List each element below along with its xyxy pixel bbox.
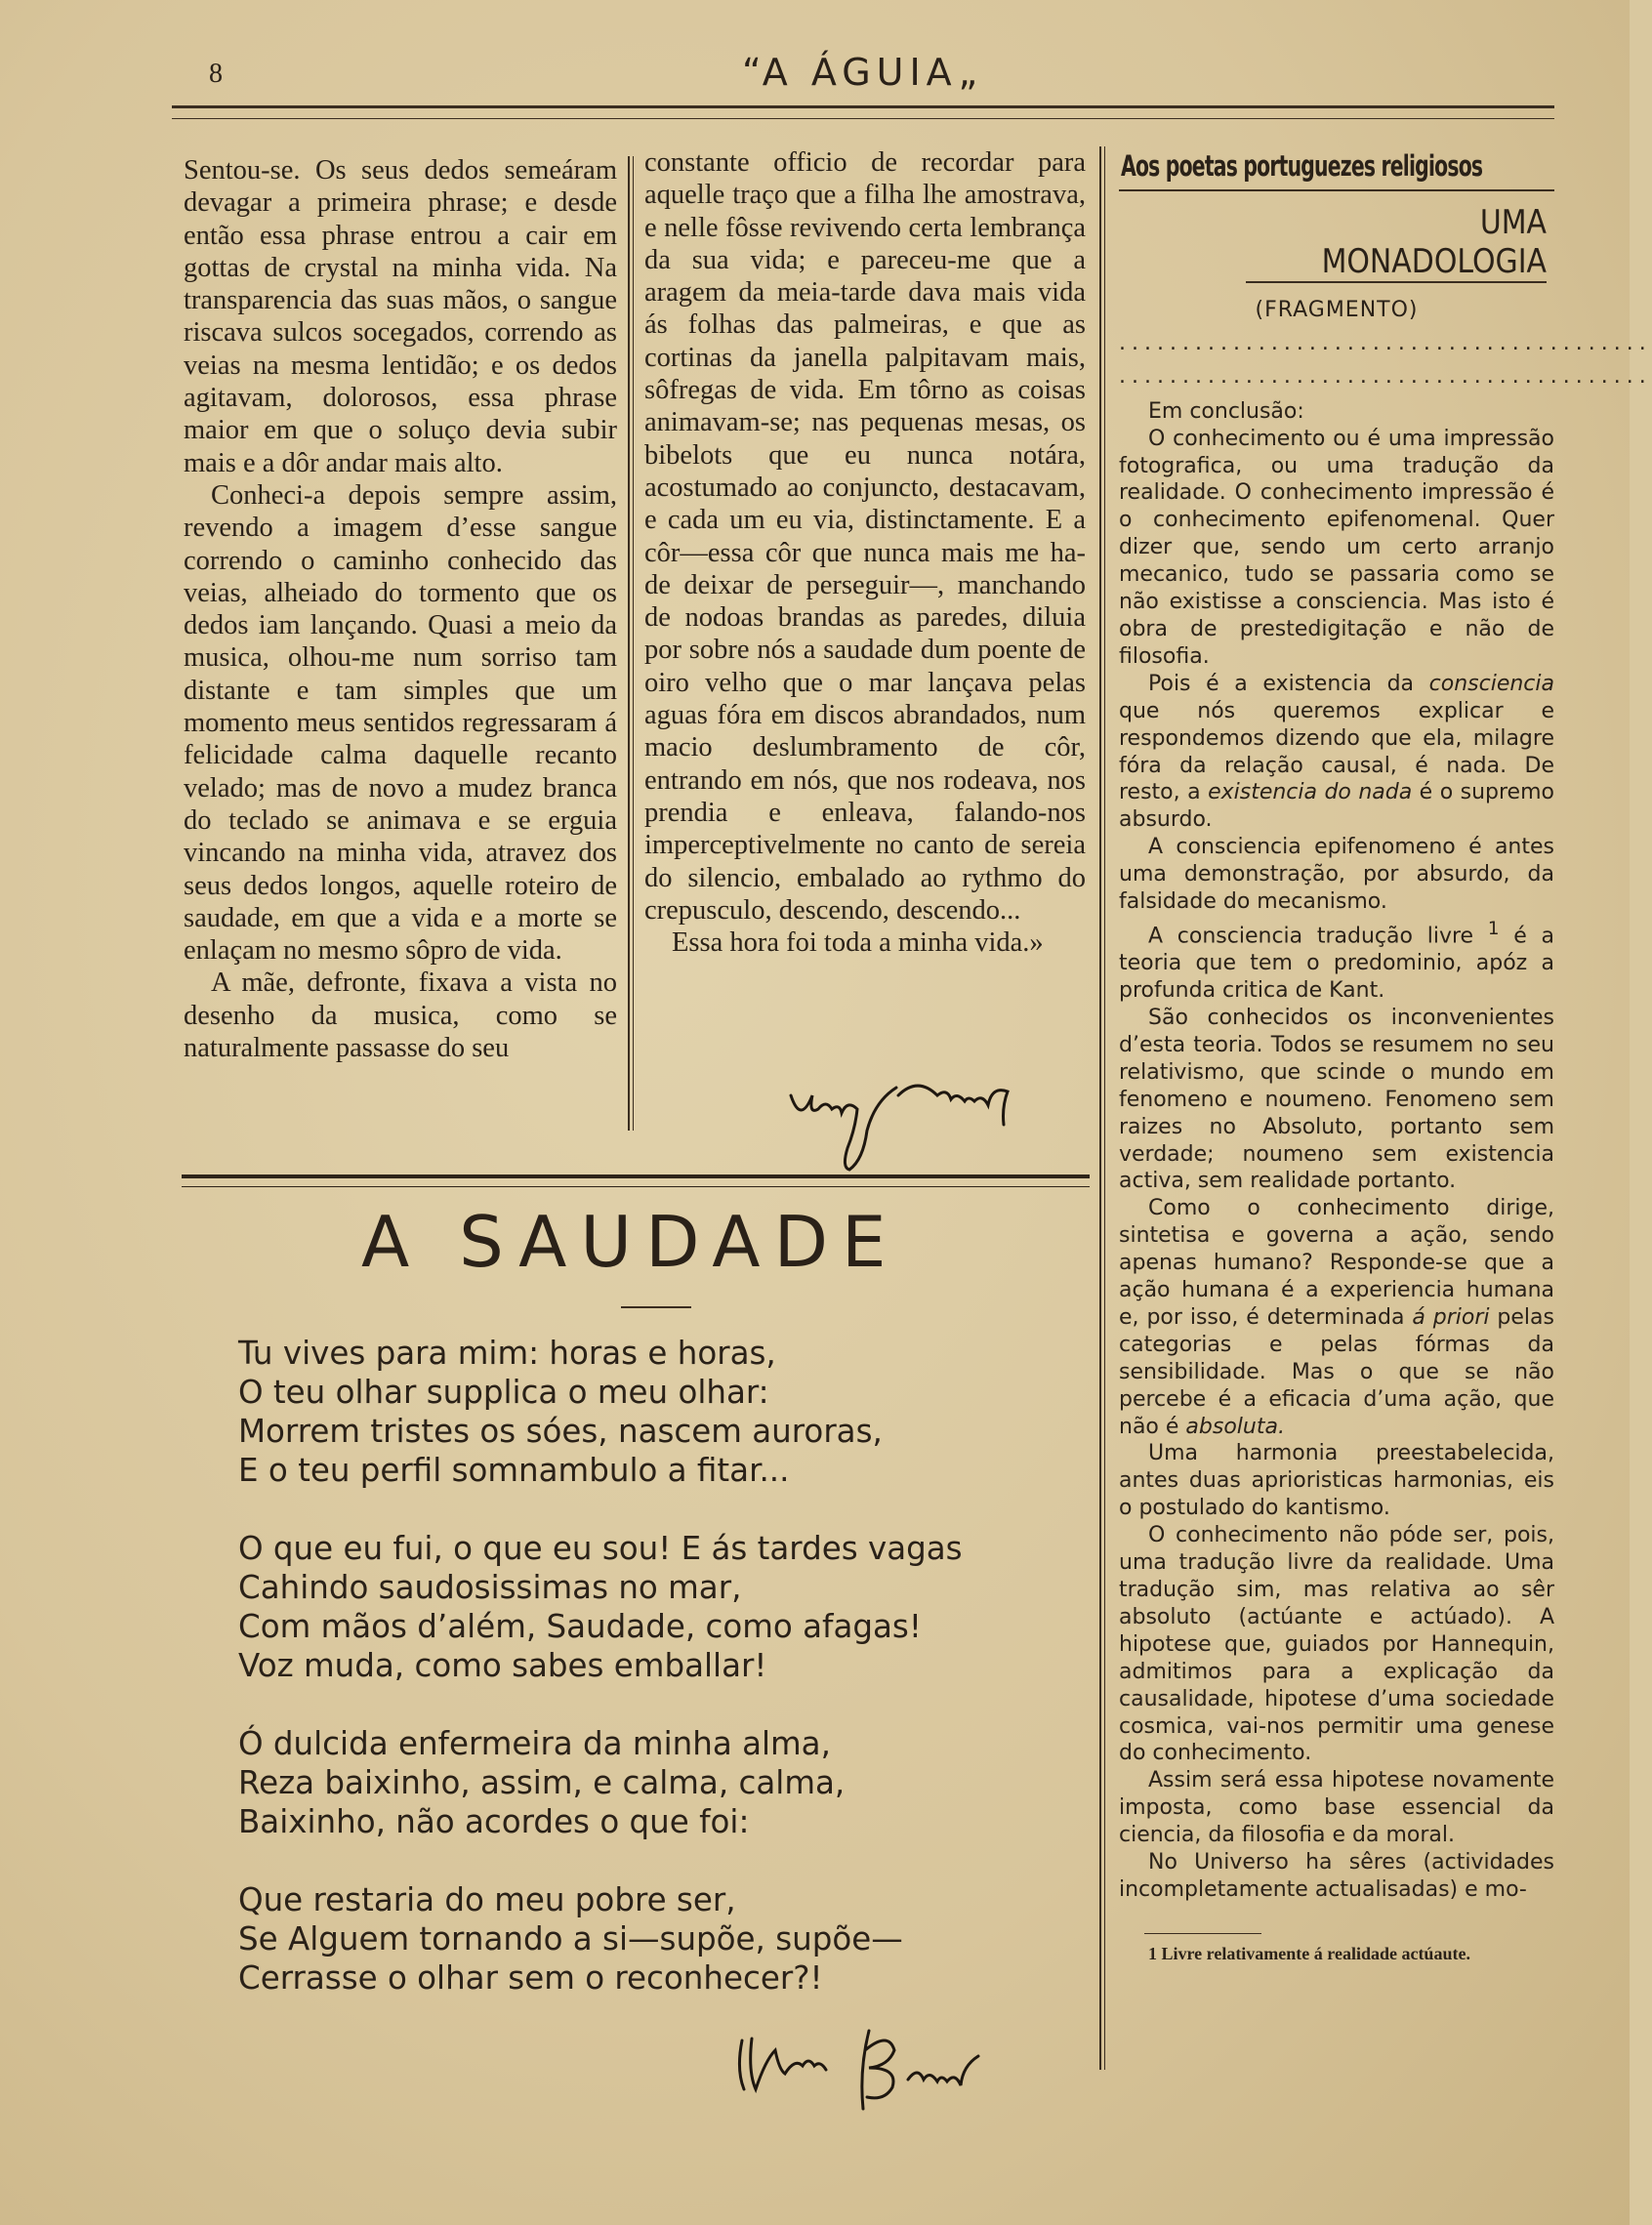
verse-line: Cahindo saudosissimas no mar,	[238, 1569, 742, 1606]
text-run: A consciencia tradução livre	[1148, 924, 1488, 949]
text-run: é a teoria que tem o predominio, apóz a profunda critica de Kant.	[1119, 924, 1554, 1004]
footnote-number: 1	[1148, 1943, 1157, 1963]
ellipsis-row: ..........................................	[1119, 363, 1652, 389]
ellipsis-row: ..........................................	[1119, 330, 1652, 355]
text-run: Como o conhecimento dirige, sintetisa e governa a ação, sendo apenas humano? Responde-se que a ação humana é a experiencia humana e, por isso, é determinada	[1119, 1196, 1554, 1330]
title-separator	[621, 1306, 691, 1308]
emphasis: existencia do nada	[1208, 780, 1413, 805]
footnote-text: Livre relativamente á realidade actúaute.	[1161, 1943, 1470, 1963]
article-title: UMA MONADOLOGIA	[1246, 203, 1547, 283]
stanza	[238, 1334, 1078, 1490]
column-divider	[1099, 146, 1101, 2070]
article-column-2	[644, 146, 1086, 959]
column-divider	[1104, 146, 1105, 2070]
verse-line: Tu vives para mim: horas e horas,	[238, 1335, 776, 1372]
paragraph: Sentou-se. Os seus dedos semeáram devagar a primeira phrase; e desde então essa phrase entrou a cair em gottas de crystal na minha vida. Na transparencia das suas mãos, o sangue riscava sulcos socegados, correndo as veias na mesma lentidão; e os dedos agitavam, dolorosos, essa phrase maior em que o soluço devia subir mais e a dôr andar mais alto.	[184, 155, 617, 478]
paragraph: Assim será essa hipotese novamente imposta, como base essencial da ciencia, da filosofia e da moral.	[1119, 1768, 1554, 1848]
verse-line: Ó dulcida enfermeira da minha alma,	[238, 1725, 831, 1762]
stanza	[238, 1529, 1078, 1685]
emphasis: consciencia	[1428, 671, 1554, 696]
paragraph: O conhecimento ou é uma impressão fotografica, ou uma tradução da realidade. O conhecimento impressão é o conhecimento epifenomenal. Quer dizer que, sendo um certo arranjo mecanico, tudo se passaria como se não existisse a consciencia. Mas isto é obra de prestedigitação e não de filosofia.	[1119, 426, 1554, 669]
text-run: pelas categorias e pelas fórmas da sensibilidade. Mas o que se não percebe é a eficacia d’uma ação, que não é	[1119, 1304, 1554, 1439]
paragraph: constante officio de recordar para aquelle traço que a filha lhe amostrava, e nelle fôsse revivendo certa lembrança da sua vida; e pareceu-me que a aragem da meia-tarde dava mais vida ás folhas das palmeiras, e que as cortinas da janella palpitavam mais, sôfregas de vida. Em tôrno as coisas animavam-se; nas pequenas mesas, os bibelots que eu nunca notára, acostumado ao conjuncto, destacavam, e cada um eu via, distinctamente. E a côr—essa côr que nunca mais me ha-de deixar de perseguir—, manchando de nodoas brandas as paredes, diluia por sobre nós a saudade dum poente de oiro velho que o mar lançava pelas aguas fóra em discos abrandados, num macio deslumbramento de côr, entrando em nós, que nos rodeava, nos prendia e enleava, falando-nos imperceptivelmente no canto de sereia do silencio, embalado ao rythmo do crepusculo, descendo, descendo...	[644, 147, 1086, 926]
column-divider	[628, 156, 630, 1131]
stanza	[238, 1724, 1078, 1841]
paragraph: A mãe, defronte, fixava a vista no desenho da musica, como se naturalmente passasse do seu	[184, 968, 617, 1064]
paragraph	[1119, 671, 1554, 834]
section-rule	[182, 1174, 1090, 1187]
column-divider	[633, 156, 634, 1131]
verse-line: Que restaria do meu pobre ser,	[238, 1881, 736, 1918]
verse-line: Baixinho, não acordes o que foi:	[238, 1803, 750, 1840]
dedication-rule	[1119, 189, 1554, 191]
text-run: Pois é a existencia da	[1148, 671, 1429, 696]
text-run: é o supremo absurdo.	[1119, 780, 1554, 833]
footnote-rule	[1144, 1933, 1261, 1934]
paragraph: O conhecimento não póde ser, pois, uma tradução livre da realidade. Uma tradução sim, mas relativa ao sêr absoluto (actúante e actúado). A hipotese que, guiados por Hannequin, admitimos para a explicação da causalidade, hipotese d’uma sociedade cosmica, vai-nos permitir uma genese do conhecimento.	[1119, 1523, 1554, 1766]
footnote	[1119, 1942, 1554, 1965]
paragraph: Uma harmonia preestabelecida, antes duas aprioristicas harmonias, eis o postulado do kantismo.	[1119, 1441, 1554, 1521]
paragraph: Essa hora foi toda a minha vida.»	[672, 927, 1044, 959]
poem-title: A SAUDADE	[361, 1201, 900, 1283]
article-column-3	[1119, 146, 1652, 1965]
paragraph: No Universo ha sêres (actividades incompletamente actualisadas) e mo-	[1119, 1850, 1554, 1902]
verse-line: Cerrasse o olhar sem o reconhecer?!	[238, 1959, 823, 1997]
verse-line: Voz muda, como sabes emballar!	[238, 1647, 767, 1684]
emphasis: absoluta.	[1185, 1414, 1285, 1439]
dedication: Aos poetas portuguezes religiosos	[1121, 149, 1483, 183]
poem-body	[238, 1334, 1078, 2037]
page-number: 8	[209, 59, 223, 89]
header-rule	[172, 105, 1554, 119]
stanza	[238, 1880, 1078, 1998]
verse-line: E o teu perfil somnambulo a fitar...	[238, 1452, 790, 1489]
running-title: “A ÁGUIA„	[742, 51, 984, 94]
verse-line: Reza baixinho, assim, e calma, calma,	[238, 1764, 846, 1801]
verse-line: Se Alguem tornando a si—supõe, supõe—	[238, 1920, 903, 1957]
emphasis: á priori	[1412, 1304, 1490, 1330]
paragraph	[1119, 1195, 1554, 1440]
paragraph: São conhecidos os inconvenientes d’esta teoria. Todos se resumem no seu relativismo, que scinde o mundo em fenomeno e noumeno. Fenomeno sem raizes no Absoluto, portanto sem verdade; noumeno sem existencia activa, sem realidade portanto.	[1119, 1005, 1554, 1194]
poet-signature	[723, 2021, 1054, 2119]
author-signature	[781, 1066, 1084, 1178]
paragraph: Em conclusão:	[1148, 398, 1304, 424]
article-subtitle: (FRAGMENTO)	[1255, 298, 1419, 322]
verse-line: O teu olhar supplica o meu olhar:	[238, 1374, 769, 1411]
article-column-1	[184, 154, 617, 1064]
verse-line: Com mãos d’além, Saudade, como afagas!	[238, 1608, 922, 1645]
footnote-marker: 1	[1487, 918, 1500, 939]
text-run: que nós queremos explicar e respondemos dizendo que ela, milagre fóra da relação causal, é nada. De resto, a	[1119, 698, 1554, 805]
paragraph: A consciencia epifenomeno é antes uma demonstração, por absurdo, da falsidade do mecanismo.	[1119, 835, 1554, 915]
paragraph: Conheci-a depois sempre assim, revendo a imagem d’esse sangue correndo o caminho conhecido das veias, alheiado do tormento que os dedos iam lançando. Quasi a meio da musica, olhou-me num sorriso tam distante e tam simples que um momento meus sentidos regressaram á felicidade calma daquelle recanto velado; mas de novo a mudez branca do teclado se animava e se erguia vincando na minha vida, atravez dos seus dedos longos, aquelle roteiro de saudade, em que a vida e a morte se enlaçam no mesmo sôpro de vida.	[184, 479, 617, 967]
verse-line: O que eu fui, o que eu sou! E ás tardes vagas	[238, 1530, 963, 1567]
verse-line: Morrem tristes os sóes, nascem auroras,	[238, 1413, 883, 1450]
paragraph	[1119, 916, 1554, 1005]
